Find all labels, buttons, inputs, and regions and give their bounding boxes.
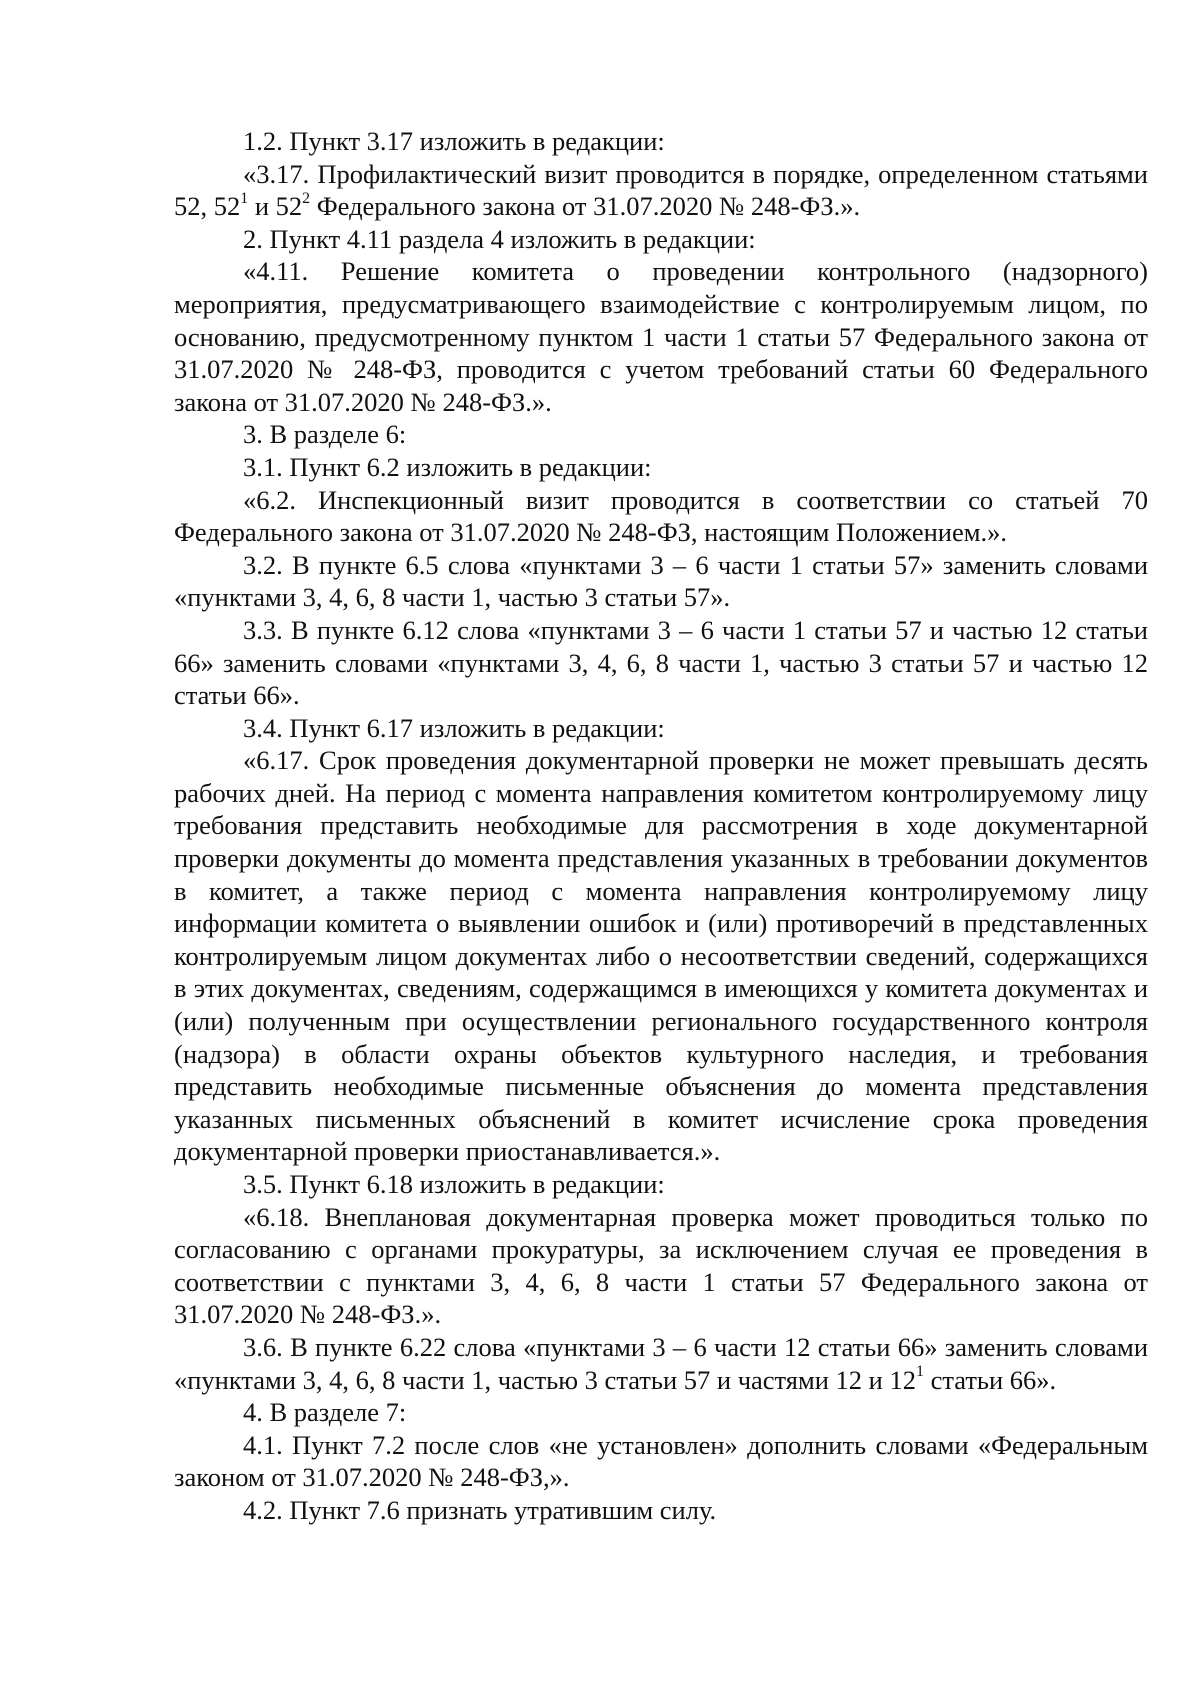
- paragraph-6-18-text: «6.18. Внеплановая документарная проверка может проводиться только по согласованию с органами прокуратуры, за исключением случая ее проведения в соответствии с пунктами 3, 4, 6, 8 части 1 статьи 57 Федерального закона от 31.07.2020 № 248-ФЗ.».: [174, 1201, 1148, 1330]
- paragraph-3-3: 3.3. В пункте 6.12 слова «пунктами 3 – 6 части 1 статьи 57 и частью 12 статьи 66» заменить словами «пунктами 3, 4, 6, 8 части 1, частью 3 статьи 57 и частью 12 статьи 66».: [174, 614, 1148, 711]
- paragraph-3-4: 3.4. Пункт 6.17 изложить в редакции:: [243, 712, 665, 743]
- paragraph-1-2: 1.2. Пункт 3.17 изложить в редакции:: [243, 126, 665, 156]
- paragraph-4-2: 4.2. Пункт 7.6 признать утратившим силу.: [243, 1494, 717, 1525]
- superscript: 2: [302, 189, 311, 207]
- paragraph-3-2: 3.2. В пункте 6.5 слова «пунктами 3 – 6 части 1 статьи 57» заменить словами «пунктами 3, 4, 6, 8 части 1, частью 3 статьи 57».: [174, 549, 1148, 613]
- paragraph-3-5: 3.5. Пункт 6.18 изложить в редакции:: [243, 1169, 665, 1199]
- paragraph-4: 4. В разделе 7:: [243, 1397, 407, 1428]
- paragraph-3-17-text: «3.17. Профилактический визит проводится в порядке, определенном статьями 52, $52^1$ и $52^2$ Федерального закона от 31.07.2020 № 248-ФЗ.».: [174, 158, 1148, 222]
- superscript: 1: [916, 1363, 924, 1381]
- paragraph-2: 2. Пункт 4.11 раздела 4 изложить в редакции:: [243, 223, 756, 254]
- paragraph-4-11-text: «4.11. Решение комитета о проведении контрольного (надзорного) мероприятия, предусматривающего взаимодействие с контролируемым лицом, по основанию, предусмотренному пунктом 1 части 1 статьи 57 Федерального закона от 31.07.2020 № 248-ФЗ, проводится с учетом требований статьи 60 Федерального закона от 31.07.2020 № 248-ФЗ.».: [174, 256, 1148, 417]
- paragraph-6-2-text: «6.2. Инспекционный визит проводится в соответствии со статьей 70 Федерального закона от 31.07.2020 № 248-ФЗ, настоящим Положением.».: [174, 484, 1148, 548]
- paragraph-3-6: 3.6. В пункте 6.22 слова «пунктами 3 – 6 части 12 статьи 66» заменить словами «пунктами 3, 4, 6, 8 части 1, частью 3 статьи 57 и частями 12 и $12^1$ статьи 66».: [174, 1331, 1148, 1395]
- paragraph-3-1: 3.1. Пункт 6.2 изложить в редакции:: [243, 451, 652, 482]
- paragraph-3: 3. В разделе 6:: [243, 419, 407, 450]
- paragraph-6-17-text: «6.17. Срок проведения документарной проверки не может превышать десять рабочих дней. На период с момента направления комитетом контролируемому лицу требования представить необходимые для рассмотрения в ходе документарной проверки документы до момента представления указанных в требовании документов в комитет, а также период с момента направления контролируемому лицу информации комитета о выявлении ошибок и (или) противоречий в представленных контролируемым лицом документах либо о несоответствии сведений, содержащихся в этих документах, сведениям, содержащимся в имеющихся у комитета документах и (или) полученным при осуществлении регионального государственного контроля (надзора) в области охраны объектов культурного наследия, и требования представить необходимые письменные объяснения до момента представления указанных письменных объяснений в комитет исчисление срока проведения документарной проверки приостанавливается.».: [174, 745, 1148, 1167]
- superscript: 1: [240, 189, 249, 207]
- document-body: [174, 125, 1148, 1527]
- paragraph-4-1: 4.1. Пункт 7.2 после слов «не установлен» дополнить словами «Федеральным законом от 31.07.2020 № 248-ФЗ,».: [174, 1429, 1148, 1493]
